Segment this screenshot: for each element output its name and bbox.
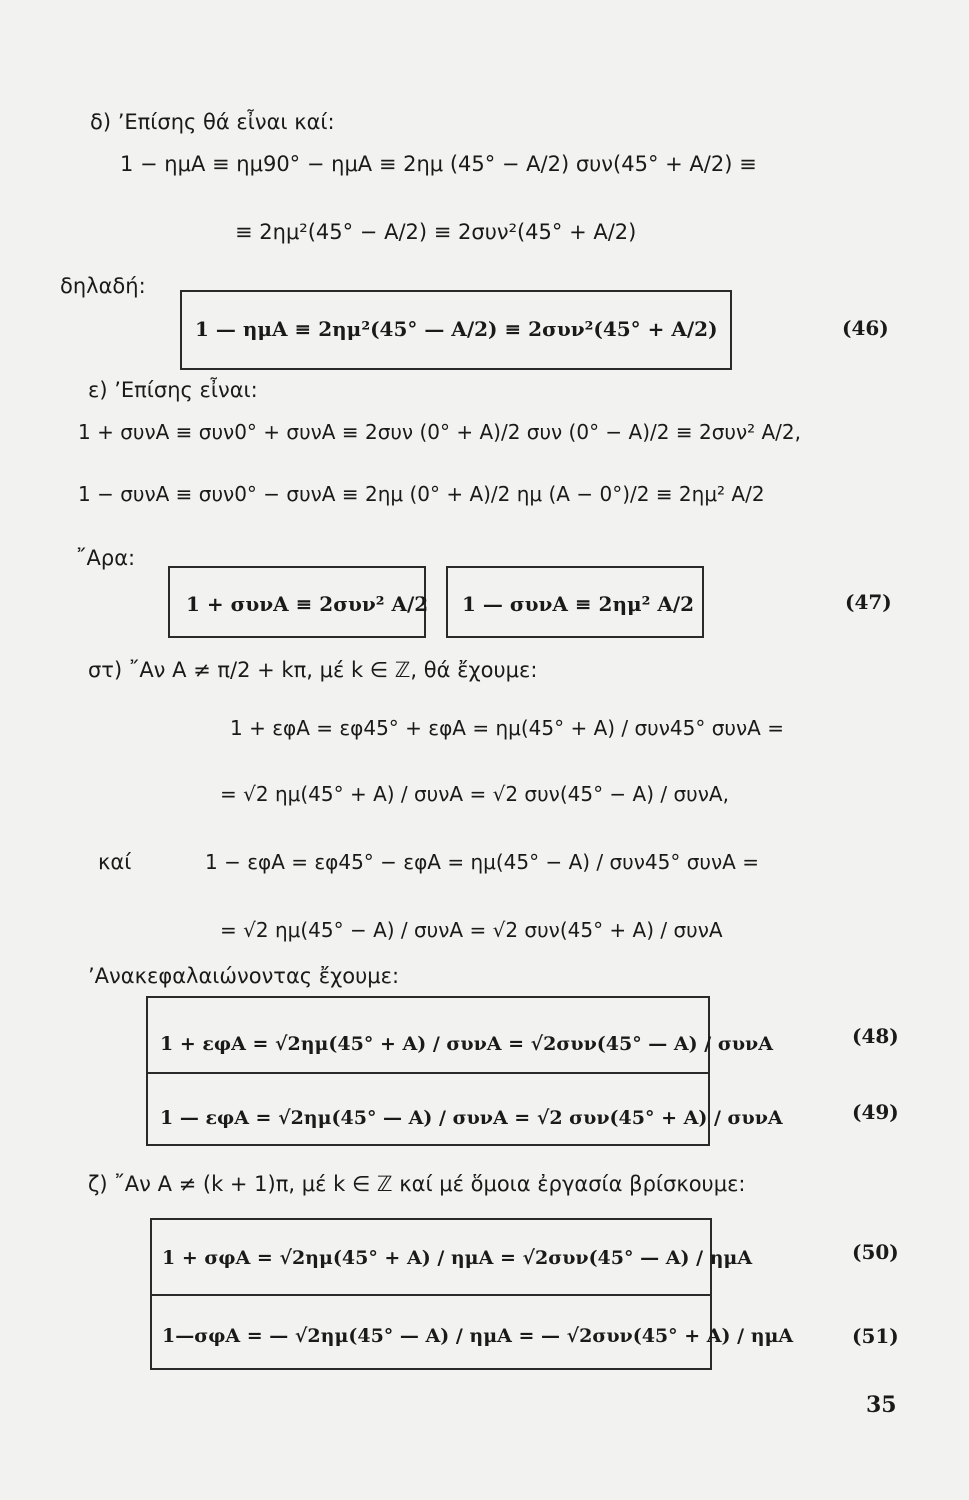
eq-50-51-divider <box>150 1294 712 1296</box>
ara-label: ῎Αρα: <box>76 546 136 570</box>
section-e-eq2: 1 − συνA ≡ συν0° − συνA ≡ 2ημ (0° + A)/2 ημ (A − 0°)/2 ≡ 2ημ² A/2 <box>78 482 765 506</box>
section-st-eq4: = √2 ημ(45° − A) / συνA = √2 συν(45° + A) / συνA <box>220 918 723 942</box>
eq-47-number: (47) <box>845 590 892 614</box>
section-st-eq1: 1 + εφA = εφ45° + εφA = ημ(45° + A) / συν45° συνA = <box>230 716 784 740</box>
section-z-label: ζ) ῎Αν A ≠ (k + 1)π, μέ k ∈ ℤ καί μέ ὅμοια ἐργασία βρίσκουμε: <box>88 1172 746 1196</box>
eq-49-number: (49) <box>852 1100 899 1124</box>
dilade-label: δηλαδή: <box>60 274 146 298</box>
eq-48-text: 1 + εφA = √2ημ(45° + A) / συνA = √2συν(45° — A) / συνA <box>160 1033 773 1055</box>
section-d-label: δ) ’Επίσης θά εἶναι καί: <box>90 110 335 134</box>
section-st-eq3: 1 − εφA = εφ45° − εφA = ημ(45° − A) / συν45° συνA = <box>205 850 759 874</box>
anakef-label: ’Ανακεφαλαιώνοντας ἔχουμε: <box>88 964 400 988</box>
section-d-eq2: ≡ 2ημ²(45° − A/2) ≡ 2συν²(45° + A/2) <box>235 220 637 244</box>
page-number: 35 <box>866 1392 897 1418</box>
section-st-eq2: = √2 ημ(45° + A) / συνA = √2 συν(45° − A) / συνA, <box>220 782 729 806</box>
section-st-label: στ) ῎Αν A ≠ π/2 + kπ, μέ k ∈ ℤ, θά ἔχουμε: <box>88 658 538 682</box>
eq-47-left: 1 + συνA ≡ 2συν² A/2 <box>186 592 429 616</box>
eq-46-text: 1 — ημA ≡ 2ημ²(45° — A/2) ≡ 2συν²(45° + A/2) <box>195 317 718 341</box>
eq-51-text: 1—σφA = — √2ημ(45° — A) / ημA = — √2συν(45° + A) / ημA <box>162 1325 794 1347</box>
eq-50-text: 1 + σφA = √2ημ(45° + A) / ημA = √2συν(45° — A) / ημA <box>162 1247 753 1269</box>
eq-48-number: (48) <box>852 1024 899 1048</box>
section-st-kai: καί <box>98 850 132 874</box>
eq-50-number: (50) <box>852 1240 899 1264</box>
section-e-label: ε) ’Επίσης εἶναι: <box>88 378 258 402</box>
eq-47-right: 1 — συνA ≡ 2ημ² A/2 <box>462 592 695 616</box>
eq-46-number: (46) <box>842 316 889 340</box>
section-e-eq1: 1 + συνA ≡ συν0° + συνA ≡ 2συν (0° + A)/2 συν (0° − A)/2 ≡ 2συν² A/2, <box>78 420 801 444</box>
section-d-eq1: 1 − ημA ≡ ημ90° − ημA ≡ 2ημ (45° − A/2) συν(45° + A/2) ≡ <box>120 152 757 176</box>
eq-51-number: (51) <box>852 1324 899 1348</box>
eq-49-text: 1 — εφA = √2ημ(45° — A) / συνA = √2 συν(45° + A) / συνA <box>160 1107 783 1129</box>
eq-48-49-divider <box>146 1072 710 1074</box>
